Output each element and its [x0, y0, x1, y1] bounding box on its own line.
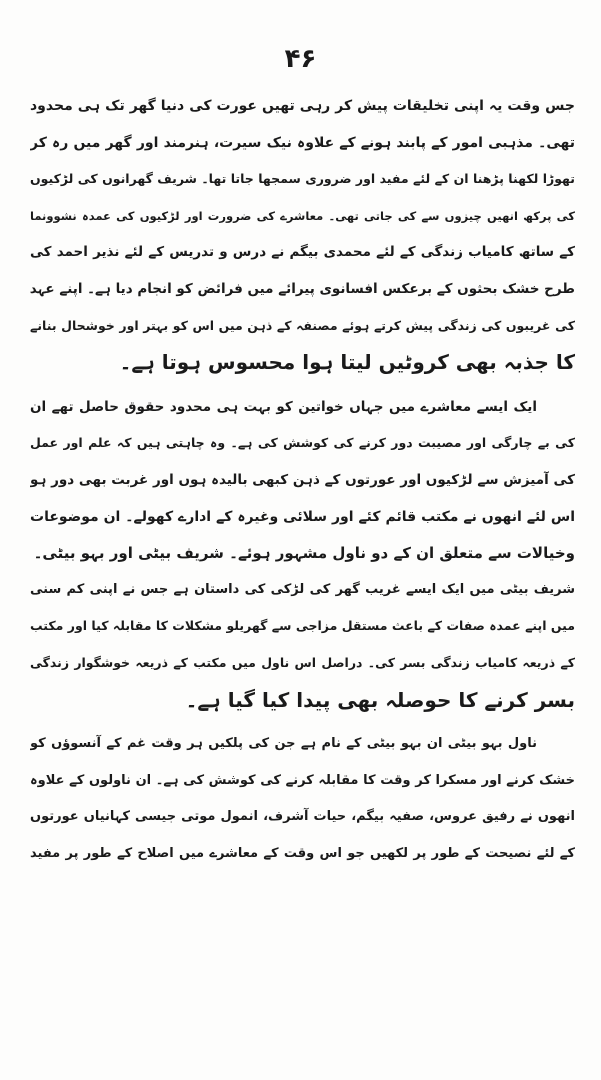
text-line: جس وقت یہ اپنی تخلیقات پیش کر رہی تھیں عورت کی دنیا گھر تک ہی محدود: [30, 98, 575, 114]
text-line: اس لئے انھوں نے مکتب قائم کئے اور سلائی وغیرہ کے ادارے کھولے۔ ان موضوعات: [30, 508, 575, 525]
text-line: کے ساتھ کامیاب زندگی کے لئے محمدی بیگم نے درس و تدریس کے لئے نذیر احمد کی: [30, 244, 575, 261]
text-line: میں اپنے عمدہ صفات کے باعث مستقل مزاجی سے گھریلو مشکلات کا مقابلہ کیا اور مکتب: [30, 618, 575, 634]
text-line: کی غریبوں کی زندگی پیش کرتے ہوئے مصنفہ کے ذہن میں اس کو بہتر اور خوشحال بنانے: [30, 317, 575, 333]
text-line: تھوڑا لکھنا پڑھنا ان کے لئے مفید اور ضروری سمجھا جاتا تھا۔ شریف گھرانوں کی لڑکیوں: [30, 171, 575, 187]
text-line: کا جذبہ بھی کروٹیں لیتا ہوا محسوس ہوتا ہے۔: [119, 350, 575, 375]
paragraph: [30, 389, 575, 572]
text-line: ایک ایسے معاشرے میں جہاں خواتین کو بہت ہی محدود حقوق حاصل تھے ان: [30, 398, 537, 415]
text-line: کی بے چارگی اور مصیبت دور کرنے کی کوشش کی ہے۔ وہ چاہتی ہیں کہ علم اور عمل: [30, 435, 575, 451]
text-line: کے لئے نصیحت کے طور پر لکھیں جو اس وقت کے معاشرے میں اصلاح کے طور پر مفید: [30, 845, 575, 861]
paragraph: [30, 572, 575, 718]
text-line: خشک کرنے اور مسکرا کر وقت کا مقابلہ کرنے کی کوشش کی ہے۔ ان ناولوں کے علاوہ: [30, 772, 575, 788]
text-line: کے ذریعہ کامیاب زندگی بسر کی۔ دراصل اس ناول میں مکتب کے ذریعہ خوشگوار زندگی: [30, 654, 575, 670]
text-line: ناول بہو بیٹی ان بہو بیٹی کے نام ہے جن کی پلکیں ہر وقت غم کے آنسوؤں کو: [30, 736, 537, 752]
text-body: [30, 88, 575, 872]
text-line: وخیالات سے متعلق ان کے دو ناول مشہور ہوئے۔ شریف بیٹی اور بہو بیٹی۔: [33, 544, 575, 563]
text-line: کی پرکھ انھیں چیزوں سے کی جاتی تھی۔ معاشرے کی ضرورت اور لڑکیوں کی عمدہ نشوونما: [30, 208, 575, 223]
text-line: تھی۔ مذہبی امور کے پابند ہونے کے علاوہ نیک سیرت، ہنرمند اور گھر میں رہ کر: [30, 134, 575, 151]
text-line: شریف بیٹی میں ایک ایسے غریب گھر کی لڑکی کی داستان ہے جس نے اپنی کم سنی: [30, 581, 575, 597]
text-line: انھوں نے رفیق عروس، صفیہ بیگم، حیات آشرف، انمول موتی جیسی کہانیاں عورتوں: [30, 809, 575, 825]
paragraph: [30, 726, 575, 872]
paragraph: [30, 88, 575, 381]
text-line: بسر کرنے کا حوصلہ بھی پیدا کیا گیا ہے۔: [185, 687, 575, 712]
page-number: ۴۶: [284, 44, 317, 74]
text-line: طرح خشک بحثوں کے برعکس افسانوی پیرائے میں فرائض کو انجام دیا ہے۔ اپنے عہد: [30, 280, 575, 297]
text-line: کی آمیزش سے لڑکیوں اور عورتوں کے ذہن کبھی بالیدہ ہوں اور غربت بھی دور ہو: [30, 471, 575, 488]
